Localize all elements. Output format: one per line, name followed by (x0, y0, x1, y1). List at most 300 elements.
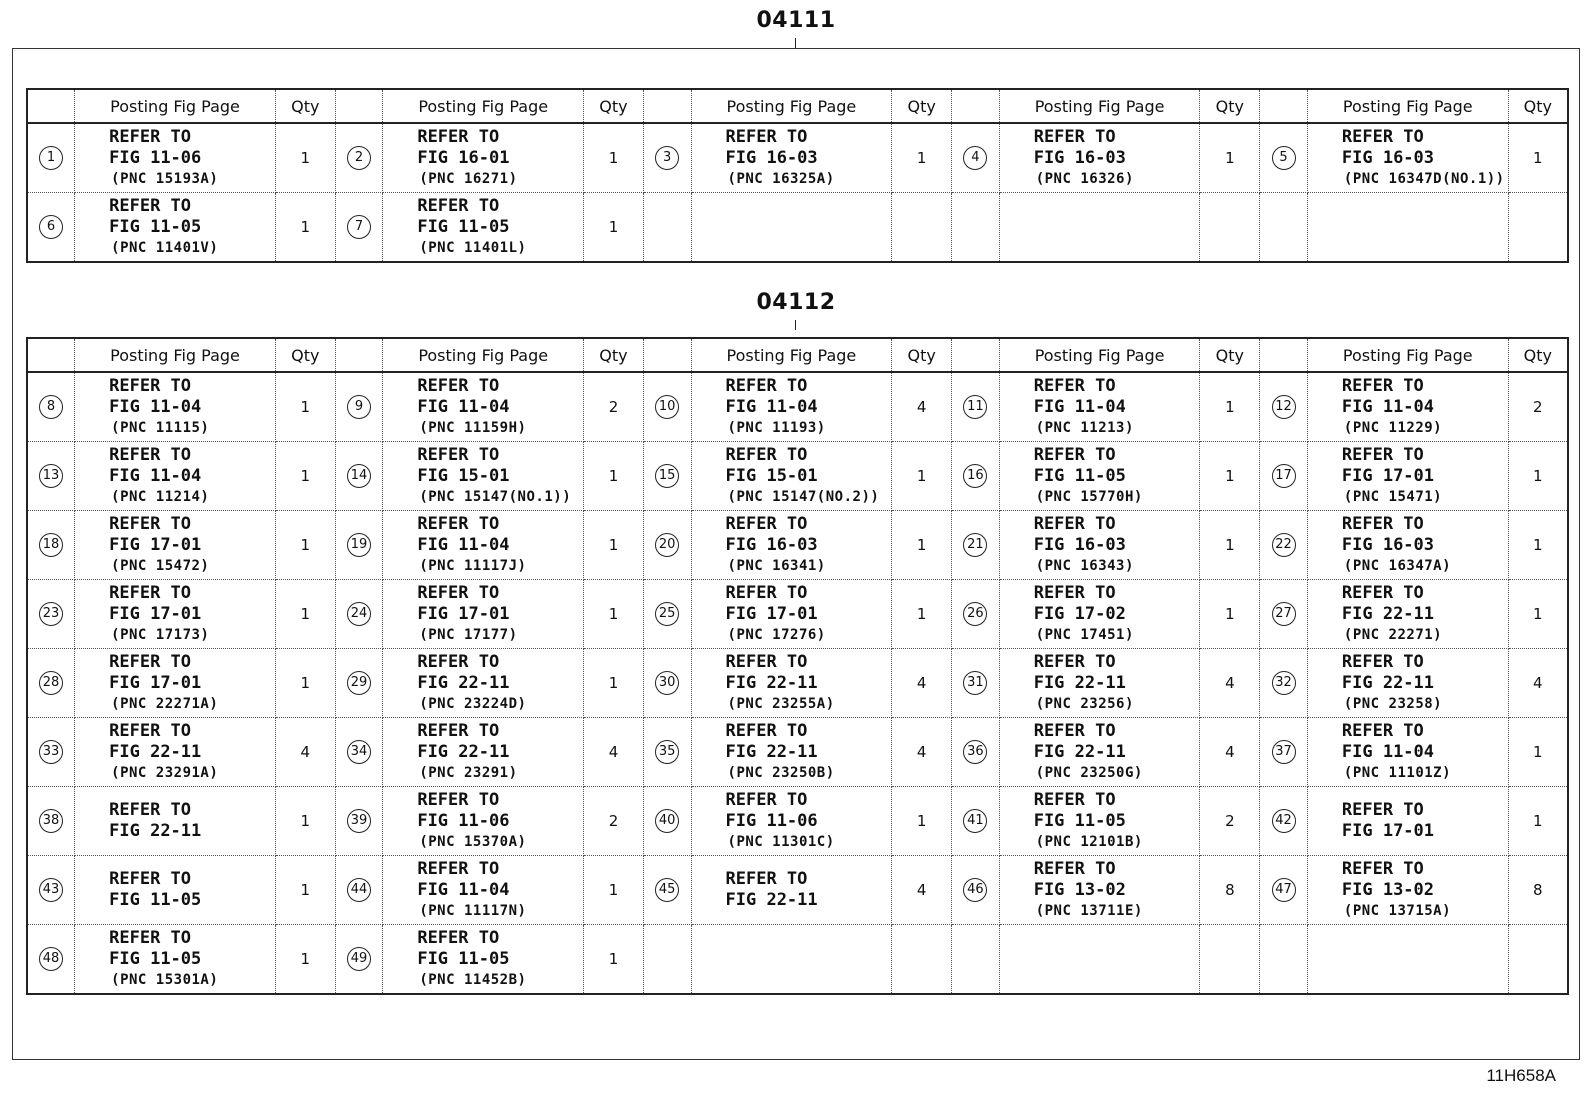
header-qty: Qty (1200, 89, 1260, 123)
callout-number: 10 (655, 395, 679, 419)
callout-cell (27, 511, 75, 580)
posting-fig-page-cell (75, 925, 276, 995)
qty-cell: 8 (1200, 856, 1260, 925)
pnc-reference: (PNC 11214) (111, 488, 210, 505)
qty-cell: 8 (1508, 856, 1568, 925)
qty-cell: 1 (275, 123, 335, 193)
posting-fig-page-cell (1307, 787, 1508, 856)
table-row (27, 787, 1568, 856)
fig-reference: FIG 22-11 (417, 672, 510, 693)
header-qty: Qty (1508, 89, 1568, 123)
refer-to-text: REFER TO (1033, 513, 1116, 534)
callout-number: 21 (963, 533, 987, 557)
fig-reference: FIG 17-01 (109, 603, 202, 624)
posting-fig-page-cell (75, 193, 276, 263)
fig-reference: FIG 11-05 (109, 948, 202, 969)
header-num-blank (27, 338, 75, 372)
fig-reference: FIG 11-04 (1341, 396, 1435, 417)
header-qty: Qty (584, 338, 644, 372)
refer-to-text: REFER TO (1341, 651, 1424, 672)
callout-cell (27, 649, 75, 718)
callout-cell (27, 193, 75, 263)
callout-cell (1260, 856, 1308, 925)
qty-cell: 1 (584, 123, 644, 193)
callout-cell (27, 123, 75, 193)
posting-fig-page-cell (383, 442, 584, 511)
posting-fig-page-cell (75, 856, 276, 925)
qty-cell: 4 (892, 649, 952, 718)
posting-fig-page-cell (383, 372, 584, 442)
callout-cell (1260, 718, 1308, 787)
pnc-reference: (PNC 17177) (419, 626, 518, 643)
qty-cell: 1 (1508, 787, 1568, 856)
qty-cell: 1 (1508, 123, 1568, 193)
callout-cell (952, 649, 1000, 718)
posting-fig-page-cell (383, 649, 584, 718)
qty-cell: 2 (584, 372, 644, 442)
pnc-reference: (PNC 11159H) (419, 419, 527, 436)
refer-to-text: REFER TO (417, 444, 500, 465)
callout-number: 33 (39, 740, 63, 764)
callout-cell (27, 856, 75, 925)
callout-number: 5 (1272, 146, 1296, 170)
qty-cell: 2 (584, 787, 644, 856)
header-qty: Qty (892, 338, 952, 372)
callout-number: 20 (655, 533, 679, 557)
fig-reference: FIG 11-05 (417, 948, 510, 969)
pnc-reference: (PNC 11213) (1035, 419, 1134, 436)
qty-cell (892, 925, 952, 995)
header-qty: Qty (1508, 338, 1568, 372)
qty-cell: 4 (1200, 718, 1260, 787)
refer-to-text: REFER TO (725, 375, 808, 396)
callout-cell (952, 856, 1000, 925)
callout-number: 19 (347, 533, 371, 557)
fig-reference: FIG 11-04 (417, 396, 510, 417)
fig-reference: FIG 11-04 (1033, 396, 1126, 417)
fig-reference: FIG 11-04 (725, 396, 818, 417)
header-posting-fig-page: Posting Fig Page (999, 338, 1200, 372)
refer-to-text: REFER TO (1341, 582, 1424, 603)
callout-cell (1260, 511, 1308, 580)
qty-cell: 1 (1508, 580, 1568, 649)
qty-cell: 1 (1200, 442, 1260, 511)
callout-cell (1260, 649, 1308, 718)
fig-reference: FIG 17-01 (725, 603, 818, 624)
posting-fig-page-cell (383, 193, 584, 263)
posting-fig-page-cell (999, 511, 1200, 580)
pnc-reference: (PNC 15147(NO.2)) (727, 488, 880, 505)
pnc-reference: (PNC 11401V) (111, 239, 219, 256)
posting-fig-page-cell (691, 372, 892, 442)
callout-cell (1260, 925, 1308, 995)
qty-cell: 1 (892, 442, 952, 511)
qty-cell: 1 (275, 193, 335, 263)
refer-to-text: REFER TO (1033, 720, 1116, 741)
callout-number: 47 (1272, 878, 1296, 902)
posting-fig-page-cell (1307, 718, 1508, 787)
fig-reference: FIG 17-01 (109, 534, 202, 555)
qty-cell: 1 (584, 442, 644, 511)
fig-reference: FIG 13-02 (1033, 879, 1126, 900)
pnc-reference: (PNC 23250G) (1035, 764, 1143, 781)
fig-reference: FIG 17-01 (417, 603, 510, 624)
header-row (27, 338, 1568, 372)
posting-fig-page-cell (75, 442, 276, 511)
fig-reference: FIG 16-03 (725, 534, 818, 555)
fig-reference: FIG 16-03 (1033, 534, 1126, 555)
callout-number: 37 (1272, 740, 1296, 764)
refer-to-text: REFER TO (1033, 444, 1116, 465)
header-posting-fig-page: Posting Fig Page (1307, 89, 1508, 123)
pnc-reference: (PNC 12101B) (1035, 833, 1143, 850)
posting-fig-page-cell (383, 580, 584, 649)
callout-cell (952, 442, 1000, 511)
qty-cell: 1 (1200, 511, 1260, 580)
posting-fig-page-cell (691, 718, 892, 787)
posting-fig-page-cell (691, 580, 892, 649)
callout-cell (952, 580, 1000, 649)
posting-fig-page-cell (691, 925, 892, 995)
pnc-reference: (PNC 23255A) (727, 695, 835, 712)
pnc-reference: (PNC 11301C) (727, 833, 835, 850)
posting-fig-page-cell (75, 511, 276, 580)
pnc-reference: (PNC 23224D) (419, 695, 527, 712)
callout-cell (952, 372, 1000, 442)
header-num-blank (27, 89, 75, 123)
posting-fig-page-cell (999, 649, 1200, 718)
callout-cell (27, 925, 75, 995)
callout-number: 40 (655, 809, 679, 833)
posting-fig-page-cell (1307, 511, 1508, 580)
refer-to-text: REFER TO (1033, 789, 1116, 810)
posting-fig-page-cell (999, 718, 1200, 787)
callout-cell (1260, 193, 1308, 263)
header-posting-fig-page: Posting Fig Page (75, 338, 276, 372)
refer-to-text: REFER TO (109, 444, 192, 465)
callout-cell (643, 511, 691, 580)
pnc-reference: (PNC 17276) (727, 626, 826, 643)
refer-to-text: REFER TO (109, 651, 192, 672)
header-num-blank (952, 89, 1000, 123)
posting-fig-page-cell (1307, 856, 1508, 925)
callout-number: 11 (963, 395, 987, 419)
parts-table-04112 (26, 337, 1569, 995)
callout-cell (643, 372, 691, 442)
refer-to-text: REFER TO (417, 720, 500, 741)
group-tick (795, 38, 796, 48)
table-row (27, 580, 1568, 649)
callout-cell (27, 787, 75, 856)
refer-to-text: REFER TO (417, 927, 500, 948)
callout-number: 42 (1272, 809, 1296, 833)
qty-cell (1508, 925, 1568, 995)
pnc-reference: (PNC 11452B) (419, 971, 527, 988)
table-row (27, 193, 1568, 263)
posting-fig-page-cell (999, 856, 1200, 925)
fig-reference: FIG 11-06 (109, 147, 202, 168)
fig-reference: FIG 17-01 (1341, 465, 1435, 486)
header-posting-fig-page: Posting Fig Page (1307, 338, 1508, 372)
callout-cell (952, 925, 1000, 995)
posting-fig-page-cell (1307, 925, 1508, 995)
callout-cell (1260, 372, 1308, 442)
callout-cell (643, 442, 691, 511)
posting-fig-page-cell (691, 856, 892, 925)
refer-to-text: REFER TO (109, 375, 192, 396)
fig-reference: FIG 11-05 (1033, 465, 1126, 486)
callout-number: 4 (963, 146, 987, 170)
qty-cell: 4 (892, 718, 952, 787)
table-row (27, 123, 1568, 193)
callout-number: 44 (347, 878, 371, 902)
group-label-04112: 04112 (756, 290, 836, 315)
fig-reference: FIG 13-02 (1341, 879, 1435, 900)
header-row (27, 89, 1568, 123)
refer-to-text: REFER TO (109, 927, 192, 948)
pnc-reference: (PNC 15472) (111, 557, 210, 574)
callout-number: 26 (963, 602, 987, 626)
callout-number: 2 (347, 146, 371, 170)
qty-cell: 1 (584, 511, 644, 580)
qty-cell: 1 (584, 925, 644, 995)
pnc-reference: (PNC 23291) (419, 764, 518, 781)
callout-number: 7 (347, 215, 371, 239)
pnc-reference: (PNC 16341) (727, 557, 826, 574)
callout-cell (335, 123, 383, 193)
callout-number: 39 (347, 809, 371, 833)
refer-to-text: REFER TO (1341, 800, 1424, 820)
qty-cell: 1 (1508, 511, 1568, 580)
fig-reference: FIG 11-04 (109, 396, 202, 417)
fig-reference: FIG 22-11 (1341, 672, 1435, 693)
pnc-reference: (PNC 16343) (1035, 557, 1134, 574)
callout-cell (335, 193, 383, 263)
pnc-reference: (PNC 13711E) (1035, 902, 1143, 919)
fig-reference: FIG 15-01 (417, 465, 510, 486)
refer-to-text: REFER TO (1341, 513, 1424, 534)
posting-fig-page-cell (1307, 123, 1508, 193)
header-posting-fig-page: Posting Fig Page (999, 89, 1200, 123)
posting-fig-page-cell (691, 123, 892, 193)
qty-cell: 1 (1200, 372, 1260, 442)
callout-number: 41 (963, 809, 987, 833)
callout-number: 3 (655, 146, 679, 170)
callout-number: 18 (39, 533, 63, 557)
qty-cell: 4 (275, 718, 335, 787)
pnc-reference: (PNC 16271) (419, 170, 518, 187)
header-qty: Qty (584, 89, 644, 123)
figure-code: 11H658A (1486, 1066, 1556, 1085)
table-row (27, 511, 1568, 580)
qty-cell (1200, 925, 1260, 995)
callout-number: 12 (1272, 395, 1296, 419)
refer-to-text: REFER TO (1341, 444, 1424, 465)
header-num-blank (643, 89, 691, 123)
refer-to-text: REFER TO (109, 126, 192, 147)
header-qty: Qty (1200, 338, 1260, 372)
callout-number: 38 (39, 809, 63, 833)
callout-number: 6 (39, 215, 63, 239)
fig-reference: FIG 22-11 (725, 672, 818, 693)
refer-to-text: REFER TO (1033, 375, 1116, 396)
callout-cell (335, 372, 383, 442)
callout-number: 1 (39, 146, 63, 170)
pnc-reference: (PNC 17173) (111, 626, 210, 643)
qty-cell: 4 (892, 372, 952, 442)
callout-cell (643, 718, 691, 787)
header-num-blank (643, 338, 691, 372)
pnc-reference: (PNC 22271) (1343, 626, 1443, 643)
qty-cell: 1 (1508, 442, 1568, 511)
callout-cell (952, 123, 1000, 193)
callout-cell (952, 787, 1000, 856)
posting-fig-page-cell (1307, 442, 1508, 511)
callout-number: 25 (655, 602, 679, 626)
posting-fig-page-cell (75, 649, 276, 718)
pnc-reference: (PNC 11101Z) (1343, 764, 1452, 781)
pnc-reference: (PNC 15147(NO.1)) (419, 488, 572, 505)
callout-cell (643, 925, 691, 995)
refer-to-text: REFER TO (417, 195, 500, 216)
refer-to-text: REFER TO (1033, 651, 1116, 672)
refer-to-text: REFER TO (417, 582, 500, 603)
posting-fig-page-cell (1307, 580, 1508, 649)
pnc-reference: (PNC 11401L) (419, 239, 527, 256)
refer-to-text: REFER TO (109, 195, 192, 216)
qty-cell: 1 (1200, 580, 1260, 649)
header-qty: Qty (275, 338, 335, 372)
refer-to-text: REFER TO (725, 582, 808, 603)
qty-cell: 1 (584, 856, 644, 925)
refer-to-text: REFER TO (1341, 126, 1424, 147)
pnc-reference: (PNC 11115) (111, 419, 210, 436)
header-num-blank (335, 89, 383, 123)
callout-number: 13 (39, 464, 63, 488)
fig-reference: FIG 11-04 (417, 534, 510, 555)
refer-to-text: REFER TO (417, 375, 500, 396)
callout-cell (643, 123, 691, 193)
qty-cell (1200, 193, 1260, 263)
callout-cell (27, 718, 75, 787)
refer-to-text: REFER TO (1033, 858, 1116, 879)
header-num-blank (335, 338, 383, 372)
callout-cell (335, 925, 383, 995)
callout-number: 16 (963, 464, 987, 488)
callout-number: 17 (1272, 464, 1296, 488)
header-num-blank (1260, 338, 1308, 372)
callout-cell (643, 580, 691, 649)
posting-fig-page-cell (75, 787, 276, 856)
refer-to-text: REFER TO (725, 789, 808, 810)
callout-cell (27, 580, 75, 649)
refer-to-text: REFER TO (417, 858, 500, 879)
qty-cell: 1 (275, 372, 335, 442)
posting-fig-page-cell (999, 580, 1200, 649)
callout-number: 29 (347, 671, 371, 695)
refer-to-text: REFER TO (417, 126, 500, 147)
qty-cell: 1 (892, 787, 952, 856)
qty-cell: 1 (275, 787, 335, 856)
callout-cell (1260, 580, 1308, 649)
callout-cell (27, 372, 75, 442)
qty-cell: 1 (275, 856, 335, 925)
header-posting-fig-page: Posting Fig Page (691, 89, 892, 123)
posting-fig-page-cell (999, 442, 1200, 511)
refer-to-text: REFER TO (725, 869, 808, 889)
callout-number: 35 (655, 740, 679, 764)
posting-fig-page-cell (1307, 372, 1508, 442)
callout-number: 36 (963, 740, 987, 764)
fig-reference: FIG 11-06 (417, 810, 510, 831)
pnc-reference: (PNC 15301A) (111, 971, 219, 988)
fig-reference: FIG 22-11 (109, 741, 202, 762)
callout-number: 46 (963, 878, 987, 902)
pnc-reference: (PNC 23258) (1343, 695, 1443, 712)
header-num-blank (1260, 89, 1308, 123)
posting-fig-page-cell (691, 511, 892, 580)
posting-fig-page-cell (999, 925, 1200, 995)
header-posting-fig-page: Posting Fig Page (691, 338, 892, 372)
refer-to-text: REFER TO (1341, 375, 1424, 396)
posting-fig-page-cell (383, 718, 584, 787)
callout-number: 45 (655, 878, 679, 902)
pnc-reference: (PNC 13715A) (1343, 902, 1452, 919)
callout-cell (335, 580, 383, 649)
refer-to-text: REFER TO (725, 513, 808, 534)
fig-reference: FIG 22-11 (109, 821, 202, 841)
callout-cell (335, 787, 383, 856)
posting-fig-page-cell (691, 649, 892, 718)
qty-cell: 1 (892, 580, 952, 649)
posting-fig-page-cell (383, 787, 584, 856)
qty-cell: 4 (584, 718, 644, 787)
callout-cell (952, 718, 1000, 787)
callout-cell (335, 649, 383, 718)
qty-cell (1508, 193, 1568, 263)
qty-cell: 1 (584, 193, 644, 263)
posting-fig-page-cell (1307, 649, 1508, 718)
pnc-reference: (PNC 11229) (1343, 419, 1443, 436)
pnc-reference: (PNC 16347D(NO.1)) (1343, 170, 1505, 187)
posting-fig-page-cell (75, 372, 276, 442)
posting-fig-page-cell (383, 925, 584, 995)
qty-cell: 4 (892, 856, 952, 925)
qty-cell: 1 (1200, 123, 1260, 193)
callout-cell (1260, 123, 1308, 193)
pnc-reference: (PNC 23291A) (111, 764, 219, 781)
posting-fig-page-cell (691, 442, 892, 511)
refer-to-text: REFER TO (417, 651, 500, 672)
fig-reference: FIG 22-11 (1033, 741, 1126, 762)
qty-cell: 1 (1508, 718, 1568, 787)
qty-cell: 1 (275, 511, 335, 580)
pnc-reference: (PNC 23256) (1035, 695, 1134, 712)
posting-fig-page-cell (75, 580, 276, 649)
callout-number: 8 (39, 395, 63, 419)
callout-number: 34 (347, 740, 371, 764)
callout-cell (643, 856, 691, 925)
refer-to-text: REFER TO (1341, 858, 1424, 879)
pnc-reference: (PNC 16347A) (1343, 557, 1452, 574)
qty-cell: 1 (584, 580, 644, 649)
refer-to-text: REFER TO (725, 720, 808, 741)
pnc-reference: (PNC 11117J) (419, 557, 527, 574)
table-row (27, 718, 1568, 787)
fig-reference: FIG 11-05 (1033, 810, 1126, 831)
refer-to-text: REFER TO (725, 126, 808, 147)
fig-reference: FIG 22-11 (417, 741, 510, 762)
